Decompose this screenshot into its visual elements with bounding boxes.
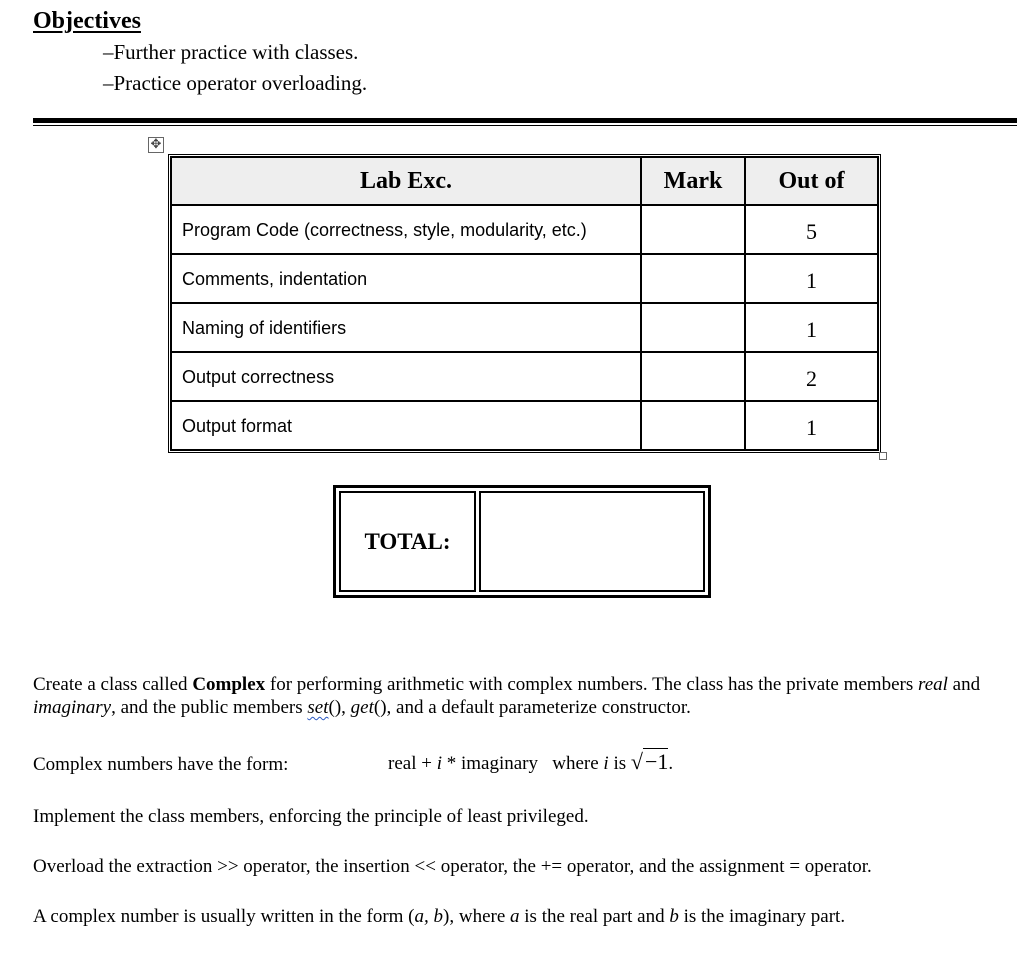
table-row [171, 254, 878, 303]
table-move-icon[interactable]: ✥ [148, 137, 164, 153]
grading-table [168, 154, 881, 453]
sqrt-icon: √ [630, 749, 643, 774]
total-label: TOTAL: [339, 491, 476, 592]
member-imaginary: imaginary [33, 697, 112, 718]
header-out-of: Out of [745, 157, 878, 205]
out-of-cell: 1 [745, 303, 878, 352]
criterion-cell: Comments, indentation [171, 254, 641, 303]
text: and [947, 674, 981, 695]
text: a [510, 906, 520, 927]
objectives-heading: Objectives [33, 8, 141, 34]
horizontal-rule [33, 118, 1017, 123]
objective-item: –Further practice with classes. [103, 40, 359, 64]
table-resize-handle[interactable] [879, 452, 887, 460]
criterion-cell: Output correctness [171, 352, 641, 401]
table-header-row [171, 157, 878, 205]
text: * imaginary where [441, 753, 604, 774]
total-row [339, 491, 705, 592]
text: is the imaginary part. [678, 906, 846, 927]
text: . [668, 753, 674, 774]
total-value-cell[interactable] [479, 491, 705, 592]
text: i [436, 753, 442, 774]
header-criterion: Lab Exc. [171, 157, 641, 205]
text: is [608, 753, 631, 774]
member-set: set [307, 697, 329, 718]
text: for performing arithmetic with complex numbers. The class has the private members [265, 674, 918, 695]
paragraph-complex-class [33, 673, 1013, 719]
objective-item: –Practice operator overloading. [103, 71, 368, 95]
text: a, b [414, 906, 444, 927]
radicand: −1 [644, 749, 669, 774]
text: , and the public members [111, 697, 308, 718]
criterion-cell: Naming of identifiers [171, 303, 641, 352]
mark-cell[interactable] [641, 303, 745, 352]
criterion-cell: Program Code (correctness, style, modularity, etc.) [171, 205, 641, 254]
member-get: get [350, 697, 374, 718]
table-row [171, 401, 878, 450]
paragraph-implement: Implement the class members, enforcing the principle of least privileged. [33, 806, 589, 827]
text: (), and a default parameterize constructor. [373, 697, 691, 718]
paragraph-overload: Overload the extraction >> operator, the insertion << operator, the += operator, and the assignment = operator. [33, 856, 872, 877]
out-of-cell: 2 [745, 352, 878, 401]
table-row [171, 352, 878, 401]
paragraph-complex-form [33, 905, 1013, 928]
text: i [603, 753, 609, 774]
sqrt-expression [631, 748, 669, 774]
mark-cell[interactable] [641, 205, 745, 254]
mark-cell[interactable] [641, 254, 745, 303]
header-mark: Mark [641, 157, 745, 205]
text: b [669, 906, 679, 927]
text: is the real part and [519, 906, 670, 927]
total-table [333, 485, 711, 598]
text: real + [388, 753, 437, 774]
table-row [171, 303, 878, 352]
text: ), where [443, 906, 511, 927]
member-real: real [918, 674, 948, 695]
out-of-cell: 5 [745, 205, 878, 254]
table-row [171, 205, 878, 254]
text: A complex number is usually written in the form ( [33, 906, 415, 927]
mark-cell[interactable] [641, 352, 745, 401]
horizontal-rule [33, 125, 1017, 126]
out-of-cell: 1 [745, 254, 878, 303]
form-label: Complex numbers have the form: [33, 754, 289, 775]
criterion-cell: Output format [171, 401, 641, 450]
out-of-cell: 1 [745, 401, 878, 450]
mark-cell[interactable] [641, 401, 745, 450]
text: Create a class called [33, 674, 193, 695]
class-name: Complex [192, 674, 266, 695]
text: (), [328, 697, 351, 718]
complex-form-expression [388, 750, 988, 775]
